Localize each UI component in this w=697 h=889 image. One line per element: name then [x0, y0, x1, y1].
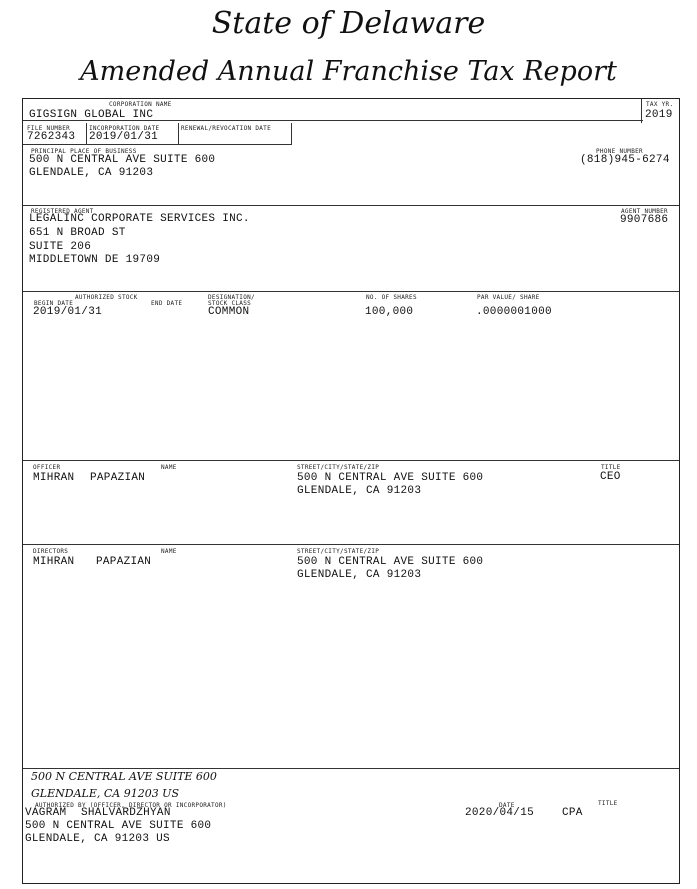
authorized-by-label: AUTHORIZED BY (OFFICER, DIRECTOR OR INCORPORATOR)	[35, 802, 227, 809]
phone-number: (818)945-6274	[580, 154, 670, 166]
renewal-date-label: RENEWAL/REVOCATION DATE	[181, 125, 271, 132]
divider	[23, 768, 679, 769]
officer-last-name: PAPAZIAN	[90, 472, 146, 484]
business-address-line2: GLENDALE, CA 91203	[29, 167, 154, 179]
stock-begin-date: 2019/01/31	[33, 306, 103, 318]
director-address-line2: GLENDALE, CA 91203	[297, 569, 422, 581]
signer-first-name: VAGRAM	[25, 807, 67, 819]
director-last-name: PAPAZIAN	[96, 556, 152, 568]
agent-address-line2: SUITE 206	[29, 241, 92, 253]
agent-label: REGISTERED AGENT	[31, 208, 94, 215]
business-address-line1: 500 N CENTRAL AVE SUITE 600	[29, 154, 216, 166]
phone-label: PHONE NUMBER	[596, 148, 643, 155]
business-label: PRINCIPAL PLACE OF BUSINESS	[31, 148, 137, 155]
divider	[23, 544, 679, 545]
incorporation-date-label: INCORPORATION DATE	[89, 125, 160, 132]
officer-title: CEO	[600, 471, 621, 483]
file-number: 7262343	[27, 131, 76, 143]
report-title: State of Delaware	[211, 6, 486, 41]
shares-label: NO. OF SHARES	[366, 294, 417, 301]
directors-name-label: NAME	[161, 548, 177, 555]
officer-first-name: MIHRAN	[33, 472, 75, 484]
designation-label: DESIGNATION/	[208, 294, 255, 301]
agent-number: 9907686	[620, 214, 669, 226]
incorporation-date: 2019/01/31	[89, 131, 159, 143]
officer-title-label: TITLE	[601, 464, 621, 471]
divider	[641, 99, 642, 123]
file-number-label: FILE NUMBER	[27, 125, 71, 132]
divider	[86, 123, 87, 144]
officer-address-label: STREET/CITY/STATE/ZIP	[297, 464, 380, 471]
divider	[23, 144, 292, 145]
divider	[23, 460, 679, 461]
officer-name-label: NAME	[161, 464, 177, 471]
divider	[23, 291, 679, 292]
notice-text-line2: GLENDALE, CA 91203 US	[31, 787, 179, 800]
officer-address-line2: GLENDALE, CA 91203	[297, 485, 422, 497]
signer-date: 2020/04/15	[465, 807, 535, 819]
agent-number-label: AGENT NUMBER	[621, 208, 668, 215]
notice-text-line1: 500 N CENTRAL AVE SUITE 600	[31, 770, 217, 783]
divider	[291, 123, 292, 144]
number-of-shares: 100,000	[365, 306, 414, 318]
agent-address-line3: MIDDLETOWN DE 19709	[29, 254, 161, 266]
tax-year-label: TAX YR.	[646, 101, 674, 108]
signer-address-line2: GLENDALE, CA 91203 US	[25, 833, 170, 845]
par-value: .0000001000	[476, 306, 552, 318]
begin-date-label: BEGIN DATE	[34, 300, 74, 307]
franchise-tax-form	[22, 98, 680, 884]
signer-last-name: SHALVARDZHYAN	[81, 807, 171, 819]
par-value-label: PAR VALUE/ SHARE	[477, 294, 540, 301]
stock-class: COMMON	[208, 306, 250, 318]
divider	[178, 123, 179, 144]
director-address-line1: 500 N CENTRAL AVE SUITE 600	[297, 556, 484, 568]
officer-label: OFFICER	[33, 464, 61, 471]
agent-address-line1: 651 N BROAD ST	[29, 227, 126, 239]
date-label: DATE	[499, 802, 515, 809]
signer-title-label: TITLE	[598, 800, 618, 807]
signer-title: CPA	[562, 807, 583, 819]
end-date-label: END DATE	[151, 300, 183, 307]
corporation-name: GIGSIGN GLOBAL INC	[29, 109, 154, 121]
stock-class-label: STOCK CLASS	[208, 300, 252, 307]
directors-address-label: STREET/CITY/STATE/ZIP	[297, 548, 380, 555]
officer-address-line1: 500 N CENTRAL AVE SUITE 600	[297, 472, 484, 484]
agent-name: LEGALINC CORPORATE SERVICES INC.	[29, 213, 250, 225]
authorized-stock-label: AUTHORIZED STOCK	[75, 294, 138, 301]
report-subtitle: Amended Annual Franchise Tax Report	[80, 56, 617, 87]
directors-label: DIRECTORS	[33, 548, 69, 555]
tax-year: 2019	[645, 109, 673, 121]
signer-address-line1: 500 N CENTRAL AVE SUITE 600	[25, 820, 212, 832]
corporation-name-label: CORPORATION NAME	[109, 101, 172, 108]
divider	[23, 205, 679, 206]
director-first-name: MIHRAN	[33, 556, 75, 568]
